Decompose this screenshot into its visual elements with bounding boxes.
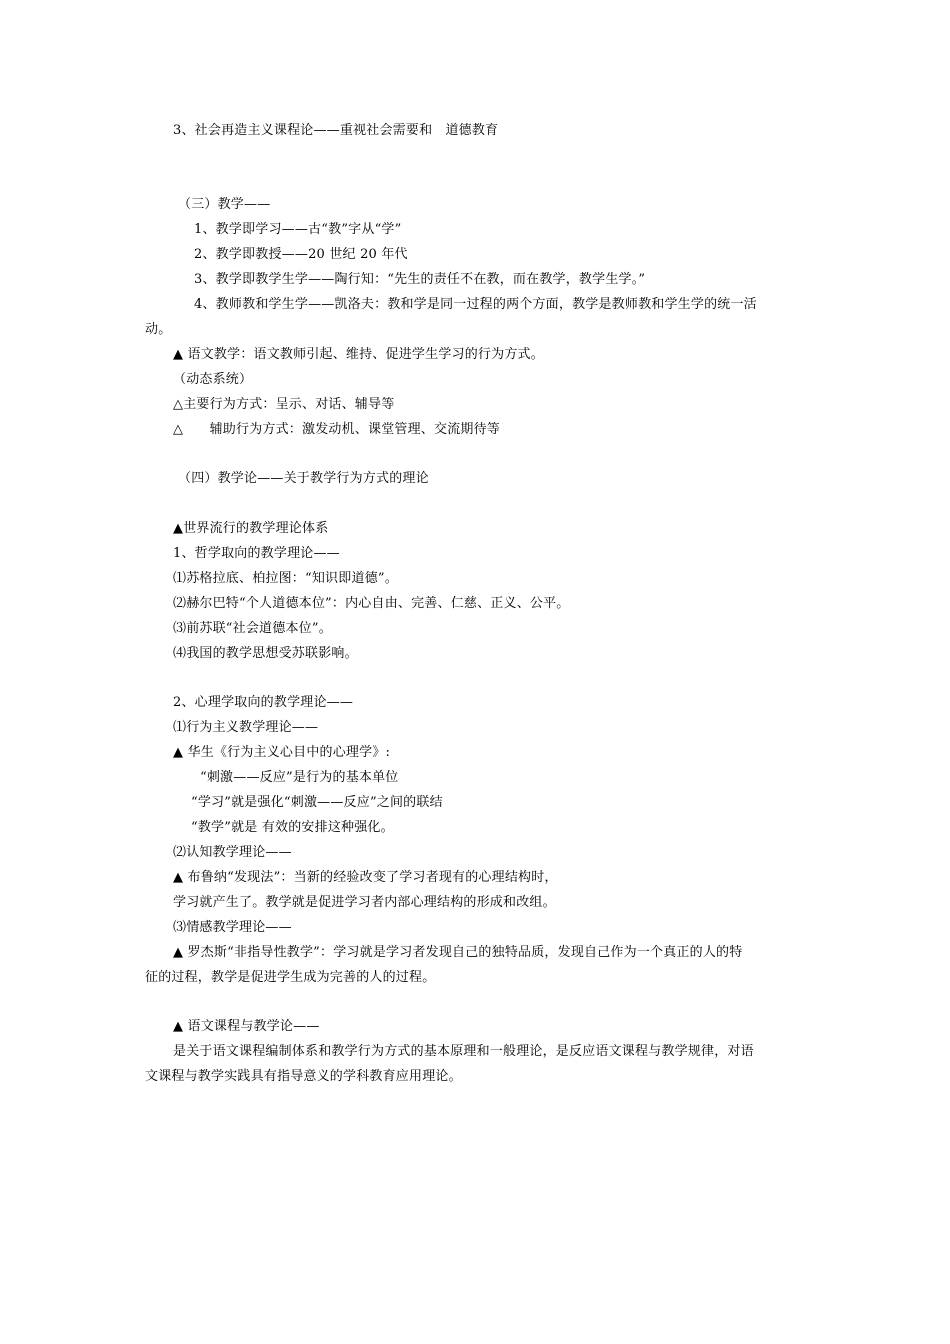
heading-teaching: （三）教学—— — [178, 197, 271, 212]
line-affective: ⑶情感教学理论—— — [173, 920, 292, 935]
line-bruner: ▲ 布鲁纳“发现法”：当新的经验改变了学习者现有的心理结构时， — [173, 870, 558, 885]
line-watson: ▲ 华生《行为主义心目中的心理学》: — [173, 745, 391, 760]
line-teaching-4: 4、教师教和学生学——凯洛夫：教和学是同一过程的两个方面，教学是教师教和学生学的统一活 — [194, 297, 757, 312]
line-rogers: ▲ 罗杰斯“非指导性教学”：学习就是学习者发现自己的独特品质，发现自己作为一个真正的人的特 — [173, 945, 743, 960]
line-teaching-4-cont: 动。 — [145, 322, 172, 337]
line-philosophy-2: ⑵赫尔巴特“个人道德本位”：内心自由、完善、仁慈、正义、公平。 — [173, 596, 570, 611]
line-philosophy-4: ⑷我国的教学思想受苏联影响。 — [173, 646, 358, 661]
line-stimulus-response: “刺激——反应”是行为的基本单位 — [200, 770, 399, 785]
line-bruner-cont: 学习就产生了。教学就是促进学习者内部心理结构的形成和改组。 — [173, 895, 556, 910]
line-definition-cont: 文课程与教学实践具有指导意义的学科教育应用理论。 — [145, 1069, 462, 1084]
line-psychology: 2、心理学取向的教学理论—— — [173, 695, 354, 710]
line-aux-behavior: △ 辅助行为方式：激发动机、课堂管理、交流期待等 — [173, 422, 500, 437]
line-teaching-2: 2、教学即教授——20 世纪 20 年代 — [194, 247, 408, 262]
line-teaching-3: 3、教学即教学生学——陶行知：“先生的责任不在教，而在教学，教学生学。” — [194, 272, 646, 287]
line-philosophy-3: ⑶前苏联“社会道德本位”。 — [173, 621, 332, 636]
line-teaching-1: 1、教学即学习——古“教”字从“学” — [194, 222, 402, 237]
line-learning: “学习”就是强化“刺激——反应”之间的联结 — [191, 795, 443, 810]
line-dynamic-system: （动态系统） — [173, 372, 253, 387]
line-teaching-def: “教学”就是 有效的安排这种强化。 — [191, 820, 394, 835]
line-behaviorism: ⑴行为主义教学理论—— — [173, 720, 319, 735]
line-philosophy-1: ⑴苏格拉底、柏拉图：“知识即道德”。 — [173, 571, 398, 586]
line-cognitive: ⑵认知教学理论—— — [173, 845, 292, 860]
line-curriculum-theory: ▲ 语文课程与教学论—— — [173, 1019, 320, 1034]
line-world-theory: ▲世界流行的教学理论体系 — [173, 521, 329, 536]
line-chinese-teaching: ▲ 语文教学：语文教师引起、维持、促进学生学习的行为方式。 — [173, 347, 544, 362]
heading-teaching-theory: （四）教学论——关于教学行为方式的理论 — [178, 471, 429, 486]
line-definition: 是关于语文课程编制体系和教学行为方式的基本原理和一般理论，是反应语文课程与教学规律，对语 — [173, 1044, 754, 1059]
line-philosophy: 1、哲学取向的教学理论—— — [173, 546, 340, 561]
line-rogers-cont: 征的过程，教学是促进学生成为完善的人的过程。 — [145, 970, 436, 985]
line-main-behavior: △主要行为方式：呈示、对话、辅导等 — [173, 397, 395, 412]
line-curriculum-3: 3、社会再造主义课程论——重视社会需要和 道德教育 — [173, 123, 499, 138]
